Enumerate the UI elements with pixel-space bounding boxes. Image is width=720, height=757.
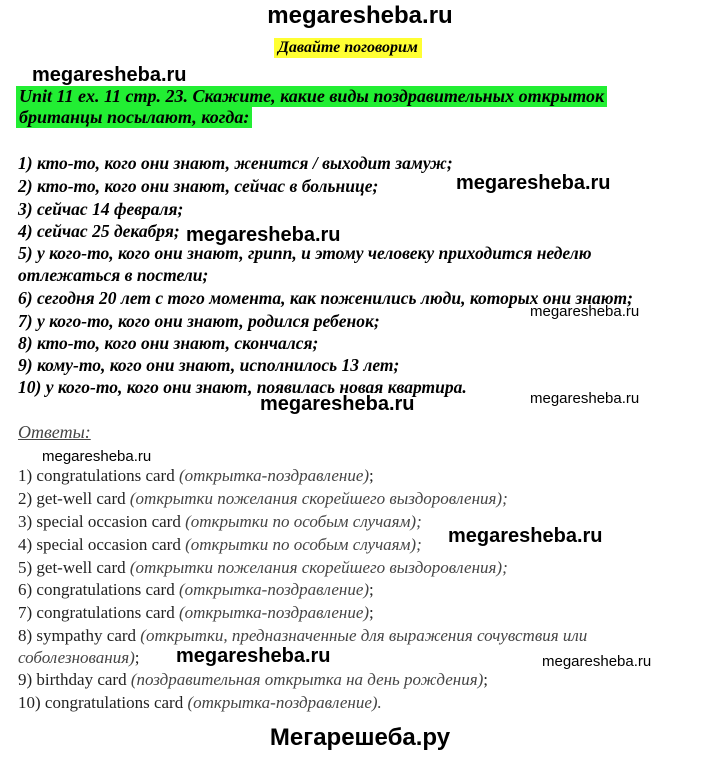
answer-6: 6) congratulations card (открытка-поздравление); <box>18 580 374 599</box>
watermark: megaresheba.ru <box>186 224 341 246</box>
watermark: megaresheba.ru <box>32 64 187 86</box>
watermark: megaresheba.ru <box>542 653 652 670</box>
answer-3: 3) special occasion card (открытки по особым случаям); <box>18 512 422 531</box>
exercise-title-line-1: Unit 11 ex. 11 стр. 23. Скажите, какие виды поздравительных открыток <box>16 86 607 107</box>
question-5: 5) у кого-то, кого они знают, грипп, и этому человеку приходится неделю <box>18 243 592 263</box>
question-10: 10) у кого-то, кого они знают, появилась новая квартира. <box>18 377 467 397</box>
answers-heading: Ответы: <box>18 422 91 442</box>
question-7: 7) у кого-то, кого они знают, родился ребенок; <box>18 311 380 331</box>
watermark: megaresheba.ru <box>448 525 603 547</box>
question-8: 8) кто-то, кого они знают, скончался; <box>18 333 319 353</box>
answer-8-continued: соболезнования); <box>18 648 140 667</box>
question-9: 9) кому-то, кого они знают, исполнилось 13 лет; <box>18 355 400 375</box>
question-1: 1) кто-то, кого они знают, женится / выходит замуж; <box>18 153 453 173</box>
question-6: 6) сегодня 20 лет с того момента, как поженились люди, которых они знают; <box>18 288 633 308</box>
watermark: megaresheba.ru <box>456 172 611 194</box>
watermark: megaresheba.ru <box>530 303 640 320</box>
watermark: megaresheba.ru <box>530 390 640 407</box>
answer-4: 4) special occasion card (открытки по особым случаям); <box>18 535 422 554</box>
answer-7: 7) congratulations card (открытка-поздравление); <box>18 603 374 622</box>
site-footer: Мегарешеба.ру <box>269 724 451 751</box>
section-heading: Давайте поговорим <box>274 38 422 58</box>
answer-10: 10) congratulations card (открытка-поздравление). <box>18 693 382 712</box>
watermark: megaresheba.ru <box>260 393 415 415</box>
exercise-title-line-2: британцы посылают, когда: <box>16 107 252 128</box>
watermark: megaresheba.ru <box>42 448 152 465</box>
watermark: megaresheba.ru <box>176 645 331 667</box>
question-5-continued: отлежаться в постели; <box>18 265 209 285</box>
answer-2: 2) get-well card (открытки пожелания скорейшего выздоровления); <box>18 489 508 508</box>
site-header: megaresheba.ru <box>267 2 453 29</box>
question-2: 2) кто-то, кого они знают, сейчас в больнице; <box>18 176 379 196</box>
question-3: 3) сейчас 14 февраля; <box>18 199 184 219</box>
answer-1: 1) congratulations card (открытка-поздравление); <box>18 466 374 485</box>
question-4: 4) сейчас 25 декабря; <box>18 221 180 241</box>
answer-8: 8) sympathy card (открытки, предназначенные для выражения сочувствия или <box>18 626 588 645</box>
answer-9: 9) birthday card (поздравительная открытка на день рождения); <box>18 670 489 689</box>
answer-5: 5) get-well card (открытки пожелания скорейшего выздоровления); <box>18 558 508 577</box>
